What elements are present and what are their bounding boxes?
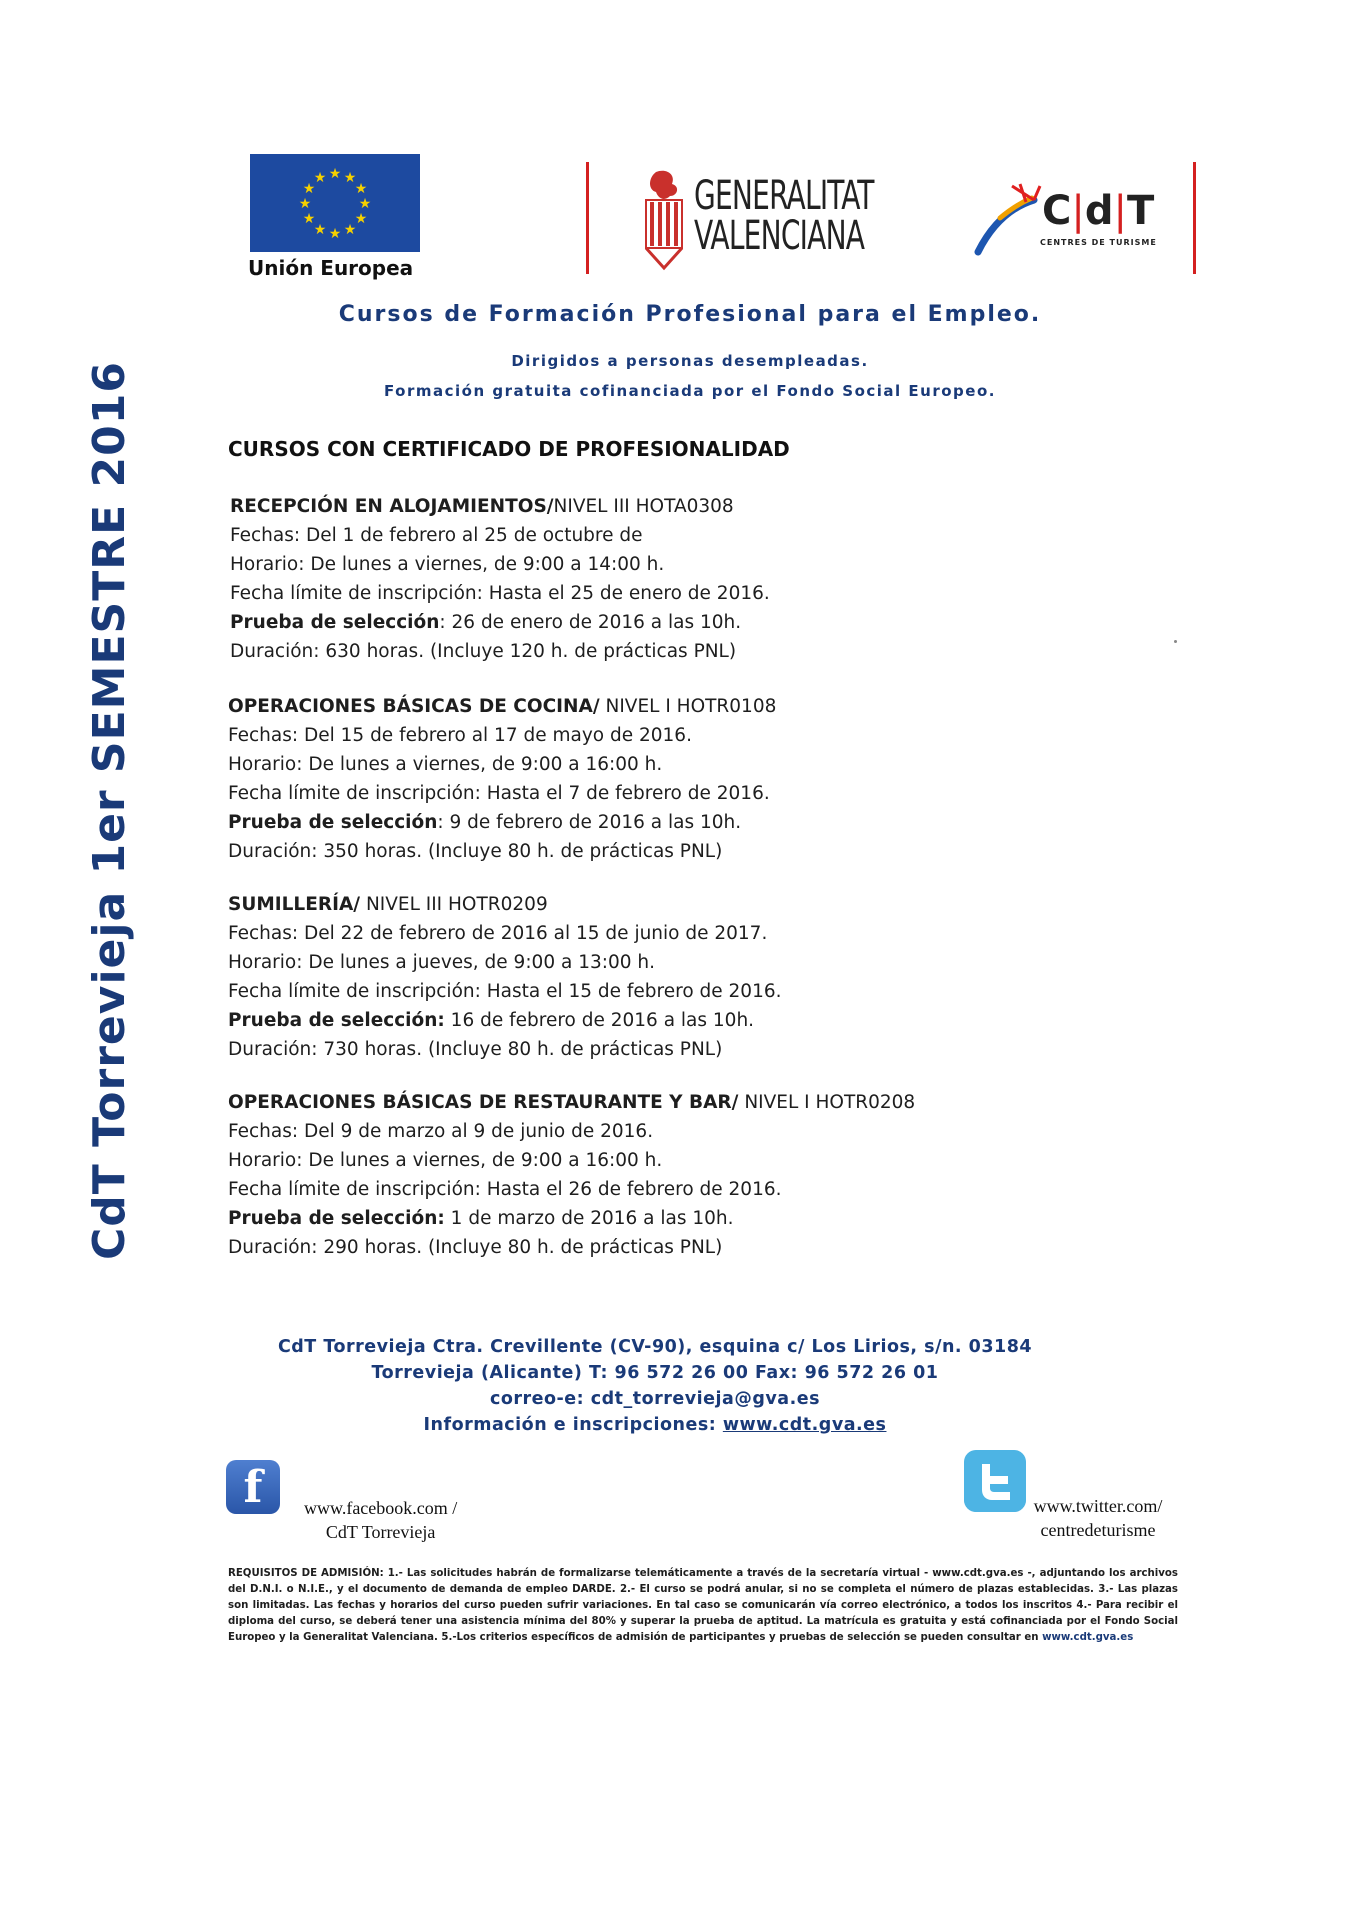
subtitle-target: Dirigidos a personas desempleadas. xyxy=(511,352,869,370)
svg-text:★: ★ xyxy=(358,196,372,212)
svg-text:★: ★ xyxy=(328,226,342,242)
course-block xyxy=(228,890,782,1064)
test-value: : 26 de enero de 2016 a las 10h. xyxy=(439,612,742,633)
cdt-wordmark: C|d|T xyxy=(1042,188,1155,234)
course-dates: Fechas: Del 22 de febrero de 2016 al 15 de junio de 2017. xyxy=(228,923,768,944)
contact-email: correo-e: cdt_torrevieja@gva.es xyxy=(489,1389,821,1409)
course-level: NIVEL III HOTR0209 xyxy=(360,894,548,915)
svg-text:★: ★ xyxy=(313,222,327,238)
course-header xyxy=(228,890,782,919)
test-label: Prueba de selección xyxy=(230,612,440,633)
course-schedule: Horario: De lunes a viernes, de 9:00 a 16:00 h. xyxy=(228,1150,663,1171)
contact-info-label: Información e inscripciones: xyxy=(423,1415,723,1435)
svg-text:★: ★ xyxy=(302,211,316,227)
course-schedule: Horario: De lunes a viernes, de 9:00 a 16:00 h. xyxy=(228,754,663,775)
contact-phone: Torrevieja (Alicante) T: 96 572 26 00 Fax: 96 572 26 01 xyxy=(371,1363,939,1383)
svg-text:★: ★ xyxy=(328,166,342,182)
twitter-text xyxy=(1028,1494,1168,1542)
facebook-page-name: CdT Torrevieja xyxy=(325,1522,436,1542)
course-dates: Fechas: Del 9 de marzo al 9 de junio de 2016. xyxy=(228,1121,654,1142)
course-block xyxy=(230,492,770,666)
eu-stars-icon xyxy=(250,154,420,252)
course-schedule: Horario: De lunes a jueves, de 9:00 a 13:00 h. xyxy=(228,952,655,973)
eu-label: Unión Europea xyxy=(248,256,414,280)
admission-requirements xyxy=(228,1566,1178,1646)
contact-address: CdT Torrevieja Ctra. Crevillente (CV-90), esquina c/ Los Lirios, s/n. 03184 xyxy=(277,1337,1033,1357)
course-deadline: Fecha límite de inscripción: Hasta el 25 de enero de 2016. xyxy=(230,583,770,604)
section-title: CURSOS CON CERTIFICADO DE PROFESIONALIDAD xyxy=(228,437,790,461)
eu-flag-logo xyxy=(250,154,420,252)
course-level: NIVEL III HOTA0308 xyxy=(553,496,734,517)
course-dates: Fechas: Del 15 de febrero al 17 de mayo de 2016. xyxy=(228,725,692,746)
generalitat-emblem-icon xyxy=(638,168,690,272)
svg-text:★: ★ xyxy=(302,181,316,197)
course-header xyxy=(230,492,770,521)
course-duration: Duración: 290 horas. (Incluye 80 h. de prácticas PNL) xyxy=(228,1237,723,1258)
website-link[interactable]: www.cdt.gva.es xyxy=(722,1415,887,1435)
twitter-icon[interactable] xyxy=(964,1450,1026,1512)
cdt-subtitle: CENTRES DE TURISME xyxy=(1040,238,1157,247)
course-test xyxy=(228,1006,782,1035)
course-schedule: Horario: De lunes a viernes, de 9:00 a 14:00 h. xyxy=(230,554,665,575)
course-name: OPERACIONES BÁSICAS DE RESTAURANTE Y BAR/ xyxy=(228,1092,739,1113)
scan-speck xyxy=(1174,640,1177,643)
facebook-url[interactable]: www.facebook.com / xyxy=(304,1498,458,1518)
facebook-text xyxy=(304,1496,457,1544)
test-value: : 9 de febrero de 2016 a las 10h. xyxy=(437,812,742,833)
course-deadline: Fecha límite de inscripción: Hasta el 15 de febrero de 2016. xyxy=(228,981,782,1002)
twitter-handle: centredeturisme xyxy=(1040,1520,1156,1540)
cdt-letter-t: T xyxy=(1126,188,1155,234)
course-test xyxy=(230,608,770,637)
course-test xyxy=(228,808,776,837)
test-label: Prueba de selección: xyxy=(228,1208,445,1229)
course-level: NIVEL I HOTR0108 xyxy=(599,696,777,717)
contact-info xyxy=(0,1412,1310,1438)
test-value: 1 de marzo de 2016 a las 10h. xyxy=(444,1208,734,1229)
course-test xyxy=(228,1204,915,1233)
cdt-letter-d: d xyxy=(1084,188,1114,234)
side-title: CdT Torrevieja 1er SEMESTRE 2016 xyxy=(84,361,135,1260)
generalitat-line1: GENERALITAT xyxy=(694,173,874,219)
course-deadline: Fecha límite de inscripción: Hasta el 7 de febrero de 2016. xyxy=(228,783,770,804)
course-block xyxy=(228,692,776,866)
course-duration: Duración: 730 horas. (Incluye 80 h. de prácticas PNL) xyxy=(228,1039,723,1060)
requirements-text: REQUISITOS DE ADMISIÓN: 1.- Las solicitudes habrán de formalizarse telemáticamente a través de la secretaría virtual - www.cdt.gva.es -, adjuntando los archivos del D.N.I. o N.I.E., y el documento de demanda de empleo DARDE. 2.- El curso se podrá anular, si no se completa el número de plazas establecidas. 3.- Las plazas son limitadas. Las fechas y horarios del curso pueden sufrir variaciones. En tal caso se comunicarán vía correo electrónico, a todos los inscritos 4.- Para recibir el diploma del curso, se deberá tener una asistencia mínima del 80% y superar la prueba de aptitud. La matrícula es gratuita y está cofinanciada por el Fondo Social Europeo y la Generalitat Valenciana. 5.-Los criterios específicos de admisión de participantes y pruebas de selección se pueden consultar en xyxy=(228,1568,1178,1643)
test-value: 16 de febrero de 2016 a las 10h. xyxy=(444,1010,755,1031)
test-label: Prueba de selección: xyxy=(228,1010,445,1031)
subtitle-funding: Formación gratuita cofinanciada por el Fondo Social Europeo. xyxy=(384,382,996,400)
contact-block xyxy=(0,1334,1310,1438)
main-title: Cursos de Formación Profesional para el Empleo. xyxy=(338,302,1042,327)
course-name: SUMILLERÍA/ xyxy=(228,894,361,915)
svg-text:★: ★ xyxy=(343,222,357,238)
cdt-letter-c: C xyxy=(1042,188,1072,234)
course-level: NIVEL I HOTR0208 xyxy=(738,1092,916,1113)
requirements-link[interactable]: www.cdt.gva.es xyxy=(1042,1632,1134,1643)
svg-text:★: ★ xyxy=(354,181,368,197)
course-deadline: Fecha límite de inscripción: Hasta el 26 de febrero de 2016. xyxy=(228,1179,782,1200)
course-duration: Duración: 350 horas. (Incluye 80 h. de prácticas PNL) xyxy=(228,841,723,862)
svg-text:★: ★ xyxy=(354,211,368,227)
svg-text:★: ★ xyxy=(343,170,357,186)
generalitat-line2: VALENCIANA xyxy=(694,213,865,259)
test-label: Prueba de selección xyxy=(228,812,438,833)
svg-text:★: ★ xyxy=(313,170,327,186)
course-duration: Duración: 630 horas. (Incluye 120 h. de prácticas PNL) xyxy=(230,641,737,662)
divider-1 xyxy=(586,162,589,274)
course-dates: Fechas: Del 1 de febrero al 25 de octubre de xyxy=(230,525,643,546)
divider-2 xyxy=(1193,162,1196,274)
facebook-icon[interactable]: f xyxy=(226,1460,280,1514)
course-name: RECEPCIÓN EN ALOJAMIENTOS/ xyxy=(230,496,554,517)
generalitat-wordmark xyxy=(694,173,874,259)
course-header xyxy=(228,1088,915,1117)
course-header xyxy=(228,692,776,721)
svg-text:★: ★ xyxy=(298,196,312,212)
twitter-url[interactable]: www.twitter.com/ xyxy=(1033,1496,1163,1516)
course-block xyxy=(228,1088,915,1262)
course-name: OPERACIONES BÁSICAS DE COCINA/ xyxy=(228,696,600,717)
